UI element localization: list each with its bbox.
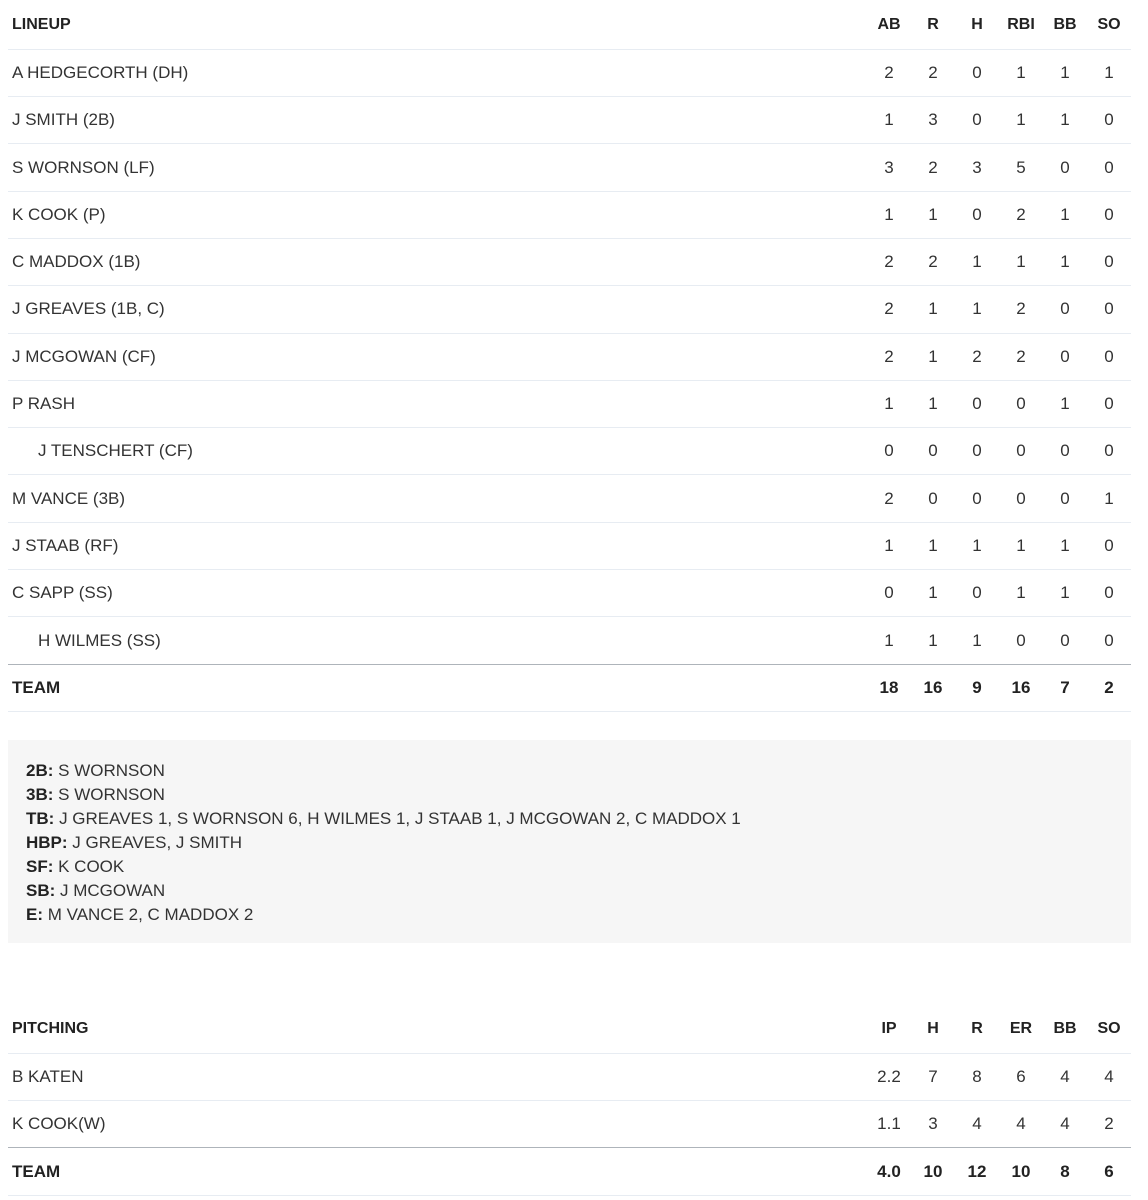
stat-cell: 0 xyxy=(955,428,999,475)
note-label: SF: xyxy=(26,857,54,876)
stat-cell: 1 xyxy=(911,191,955,238)
stat-cell: 1 xyxy=(1043,49,1087,96)
team-totals-row xyxy=(8,664,1131,711)
col-header-so[interactable]: SO xyxy=(1087,2,1131,49)
team-stat-cell: 10 xyxy=(911,1148,955,1195)
stat-cell: 0 xyxy=(955,475,999,522)
team-stat-cell: 4.0 xyxy=(867,1148,911,1195)
stat-cell: 0 xyxy=(1043,333,1087,380)
pitching-row xyxy=(8,1053,1131,1100)
note-line xyxy=(26,879,1113,903)
stat-cell: 0 xyxy=(911,475,955,522)
note-label: 2B: xyxy=(26,761,54,780)
stat-cell: 1 xyxy=(1043,97,1087,144)
stat-cell: 1 xyxy=(1087,475,1131,522)
lineup-row xyxy=(8,570,1131,617)
team-label: TEAM xyxy=(8,664,867,711)
pitching-section xyxy=(8,1006,1131,1196)
pitching-title: PITCHING xyxy=(8,1006,867,1053)
lineup-row xyxy=(8,49,1131,96)
batting-notes-box xyxy=(8,740,1131,943)
note-value: M VANCE 2, C MADDOX 2 xyxy=(47,905,254,924)
stat-cell: 1.1 xyxy=(877,1114,901,1134)
player-name[interactable]: H WILMES (SS) xyxy=(38,630,161,650)
lineup-table xyxy=(8,2,1131,712)
stat-cell: 0 xyxy=(1087,97,1131,144)
stat-cell: 8 xyxy=(955,1053,999,1100)
stat-cell: 0 xyxy=(1016,630,1026,650)
player-name[interactable]: J MCGOWAN (CF) xyxy=(8,333,867,380)
note-line xyxy=(26,807,1113,831)
stat-cell: 5 xyxy=(999,144,1043,191)
note-value: J GREAVES 1, S WORNSON 6, H WILMES 1, J STAAB 1, J MCGOWAN 2, C MADDOX 1 xyxy=(59,809,741,828)
stat-cell: 2 xyxy=(867,333,911,380)
team-stat-cell: 9 xyxy=(955,664,999,711)
team-stat-cell: 12 xyxy=(955,1148,999,1195)
col-header-bb[interactable]: BB xyxy=(1043,2,1087,49)
stat-cell: 2 xyxy=(867,49,911,96)
note-label: E: xyxy=(26,905,43,924)
stat-cell: 3 xyxy=(867,144,911,191)
lineup-row xyxy=(8,238,1131,285)
player-name[interactable]: A HEDGECORTH (DH) xyxy=(8,49,867,96)
stat-cell: 0 xyxy=(911,428,955,475)
stat-cell: 2 xyxy=(999,286,1043,333)
stat-cell: 0 xyxy=(955,49,999,96)
stat-cell: 0 xyxy=(955,97,999,144)
stat-cell: 0 xyxy=(1060,630,1070,650)
stat-cell: 4 xyxy=(1087,1053,1131,1100)
team-totals-row xyxy=(8,1148,1131,1195)
stat-cell: 0 xyxy=(867,570,911,617)
stat-cell: 3 xyxy=(928,1114,938,1134)
stat-cell: 0 xyxy=(1087,144,1131,191)
team-stat-cell: 16 xyxy=(911,664,955,711)
pitching-table xyxy=(8,1006,1131,1196)
stat-cell: 2 xyxy=(867,475,911,522)
stat-cell: 0 xyxy=(1043,286,1087,333)
stat-cell: 1 xyxy=(867,191,911,238)
stat-cell: 0 xyxy=(1043,475,1087,522)
stat-cell: 1 xyxy=(884,630,894,650)
stat-cell: 4 xyxy=(1060,1114,1070,1134)
stat-cell: 1 xyxy=(1043,522,1087,569)
col-header-rbi[interactable]: RBI xyxy=(999,2,1043,49)
col-header-er[interactable]: ER xyxy=(999,1006,1043,1053)
note-line xyxy=(26,903,1113,927)
player-name[interactable]: K COOK (P) xyxy=(8,191,867,238)
note-value: K COOK xyxy=(58,857,125,876)
pitching-header-row xyxy=(8,1006,1131,1053)
lineup-row xyxy=(8,333,1131,380)
lineup-row xyxy=(8,475,1131,522)
stat-cell: 0 xyxy=(1087,380,1131,427)
note-line xyxy=(26,759,1113,783)
stat-cell: 0 xyxy=(955,380,999,427)
stat-cell: 2 xyxy=(867,286,911,333)
player-name[interactable]: J TENSCHERT (CF) xyxy=(8,428,867,475)
stat-cell: 4 xyxy=(972,1114,982,1134)
note-value: S WORNSON xyxy=(58,761,165,780)
stat-cell: 1 xyxy=(867,97,911,144)
stat-cell: 1 xyxy=(1043,191,1087,238)
player-name[interactable]: B KATEN xyxy=(8,1053,867,1100)
lineup-row xyxy=(8,144,1131,191)
stat-cell: 0 xyxy=(999,475,1043,522)
col-header-h[interactable]: H xyxy=(955,2,999,49)
player-name[interactable]: J SMITH (2B) xyxy=(8,97,867,144)
lineup-row xyxy=(8,97,1131,144)
stat-cell: 0 xyxy=(955,570,999,617)
team-stat-cell: 2 xyxy=(1087,664,1131,711)
col-header-h[interactable]: H xyxy=(911,1006,955,1053)
stat-cell: 0 xyxy=(1087,191,1131,238)
team-stat-cell: 8 xyxy=(1043,1148,1087,1195)
stat-cell: 2 xyxy=(867,238,911,285)
stat-cell: 0 xyxy=(955,191,999,238)
stat-cell: 1 xyxy=(867,380,911,427)
stat-cell: 2 xyxy=(911,238,955,285)
stat-cell: 1 xyxy=(867,522,911,569)
lineup-section xyxy=(8,2,1131,712)
team-stat-cell: 16 xyxy=(999,664,1043,711)
stat-cell: 1 xyxy=(955,238,999,285)
stat-cell: 1 xyxy=(972,630,982,650)
stat-cell: 4 xyxy=(1016,1114,1026,1134)
stat-cell: 3 xyxy=(955,144,999,191)
stat-cell: 0 xyxy=(1104,630,1114,650)
lineup-title: LINEUP xyxy=(8,2,867,49)
team-stat-cell: 6 xyxy=(1087,1148,1131,1195)
team-stat-cell: 10 xyxy=(999,1148,1043,1195)
note-line xyxy=(26,783,1113,807)
batting-notes-section xyxy=(8,740,1131,943)
stat-cell: 0 xyxy=(1043,428,1087,475)
stat-cell: 3 xyxy=(911,97,955,144)
player-name[interactable]: S WORNSON (LF) xyxy=(8,144,867,191)
note-label: TB: xyxy=(26,809,55,828)
player-name[interactable]: K COOK(W) xyxy=(12,1114,106,1134)
stat-cell: 0 xyxy=(1087,522,1131,569)
stat-cell: 1 xyxy=(911,522,955,569)
stat-cell: 2 xyxy=(911,144,955,191)
lineup-row xyxy=(8,286,1131,333)
stat-cell: 1 xyxy=(955,522,999,569)
stat-cell: 1 xyxy=(911,333,955,380)
stat-cell: 2.2 xyxy=(867,1053,911,1100)
stat-cell: 2 xyxy=(911,49,955,96)
col-header-bb[interactable]: BB xyxy=(1043,1006,1087,1053)
stat-cell: 1 xyxy=(999,522,1043,569)
lineup-row xyxy=(8,617,1131,664)
stat-cell: 1 xyxy=(955,286,999,333)
stat-cell: 1 xyxy=(1087,49,1131,96)
stat-cell: 2 xyxy=(999,333,1043,380)
stat-cell: 0 xyxy=(1087,286,1131,333)
team-label: TEAM xyxy=(8,1148,867,1195)
lineup-row xyxy=(8,522,1131,569)
note-line xyxy=(26,831,1113,855)
stat-cell: 0 xyxy=(1087,333,1131,380)
pitching-row xyxy=(8,1101,1131,1148)
stat-cell: 1 xyxy=(999,238,1043,285)
player-name[interactable]: C MADDOX (1B) xyxy=(8,238,867,285)
note-label: HBP: xyxy=(26,833,68,852)
stat-cell: 1 xyxy=(1043,380,1087,427)
player-name[interactable]: J STAAB (RF) xyxy=(8,522,867,569)
note-value: J GREAVES, J SMITH xyxy=(72,833,243,852)
col-header-ab[interactable]: AB xyxy=(867,2,911,49)
note-line xyxy=(26,855,1113,879)
lineup-row xyxy=(8,428,1131,475)
col-header-ip[interactable]: IP xyxy=(867,1006,911,1053)
stat-cell: 6 xyxy=(999,1053,1043,1100)
player-name[interactable]: P RASH xyxy=(8,380,867,427)
stat-cell: 0 xyxy=(867,428,911,475)
stat-cell: 7 xyxy=(911,1053,955,1100)
stat-cell: 1 xyxy=(911,380,955,427)
stat-cell: 2 xyxy=(1104,1114,1114,1134)
stat-cell: 0 xyxy=(1087,238,1131,285)
player-name[interactable]: M VANCE (3B) xyxy=(8,475,867,522)
stat-cell: 1 xyxy=(999,570,1043,617)
stat-cell: 2 xyxy=(999,191,1043,238)
stat-cell: 1 xyxy=(911,570,955,617)
player-name[interactable]: C SAPP (SS) xyxy=(8,570,867,617)
note-value: S WORNSON xyxy=(58,785,165,804)
stat-cell: 1 xyxy=(928,630,938,650)
stat-cell: 4 xyxy=(1043,1053,1087,1100)
note-label: SB: xyxy=(26,881,56,900)
stat-cell: 0 xyxy=(999,428,1043,475)
note-value: J MCGOWAN xyxy=(60,881,166,900)
stat-cell: 1 xyxy=(1043,570,1087,617)
lineup-row xyxy=(8,191,1131,238)
col-header-so[interactable]: SO xyxy=(1087,1006,1131,1053)
note-label: 3B: xyxy=(26,785,54,804)
stat-cell: 0 xyxy=(1087,428,1131,475)
team-stat-cell: 7 xyxy=(1043,664,1087,711)
stat-cell: 1 xyxy=(911,286,955,333)
team-stat-cell: 18 xyxy=(867,664,911,711)
stat-cell: 0 xyxy=(1043,144,1087,191)
stat-cell: 2 xyxy=(955,333,999,380)
col-header-r[interactable]: R xyxy=(911,2,955,49)
player-name[interactable]: J GREAVES (1B, C) xyxy=(8,286,867,333)
stat-cell: 0 xyxy=(1087,570,1131,617)
stat-cell: 1 xyxy=(999,49,1043,96)
col-header-r[interactable]: R xyxy=(955,1006,999,1053)
stat-cell: 1 xyxy=(1043,238,1087,285)
stat-cell: 0 xyxy=(999,380,1043,427)
lineup-row xyxy=(8,380,1131,427)
lineup-header-row xyxy=(8,2,1131,49)
stat-cell: 1 xyxy=(999,97,1043,144)
